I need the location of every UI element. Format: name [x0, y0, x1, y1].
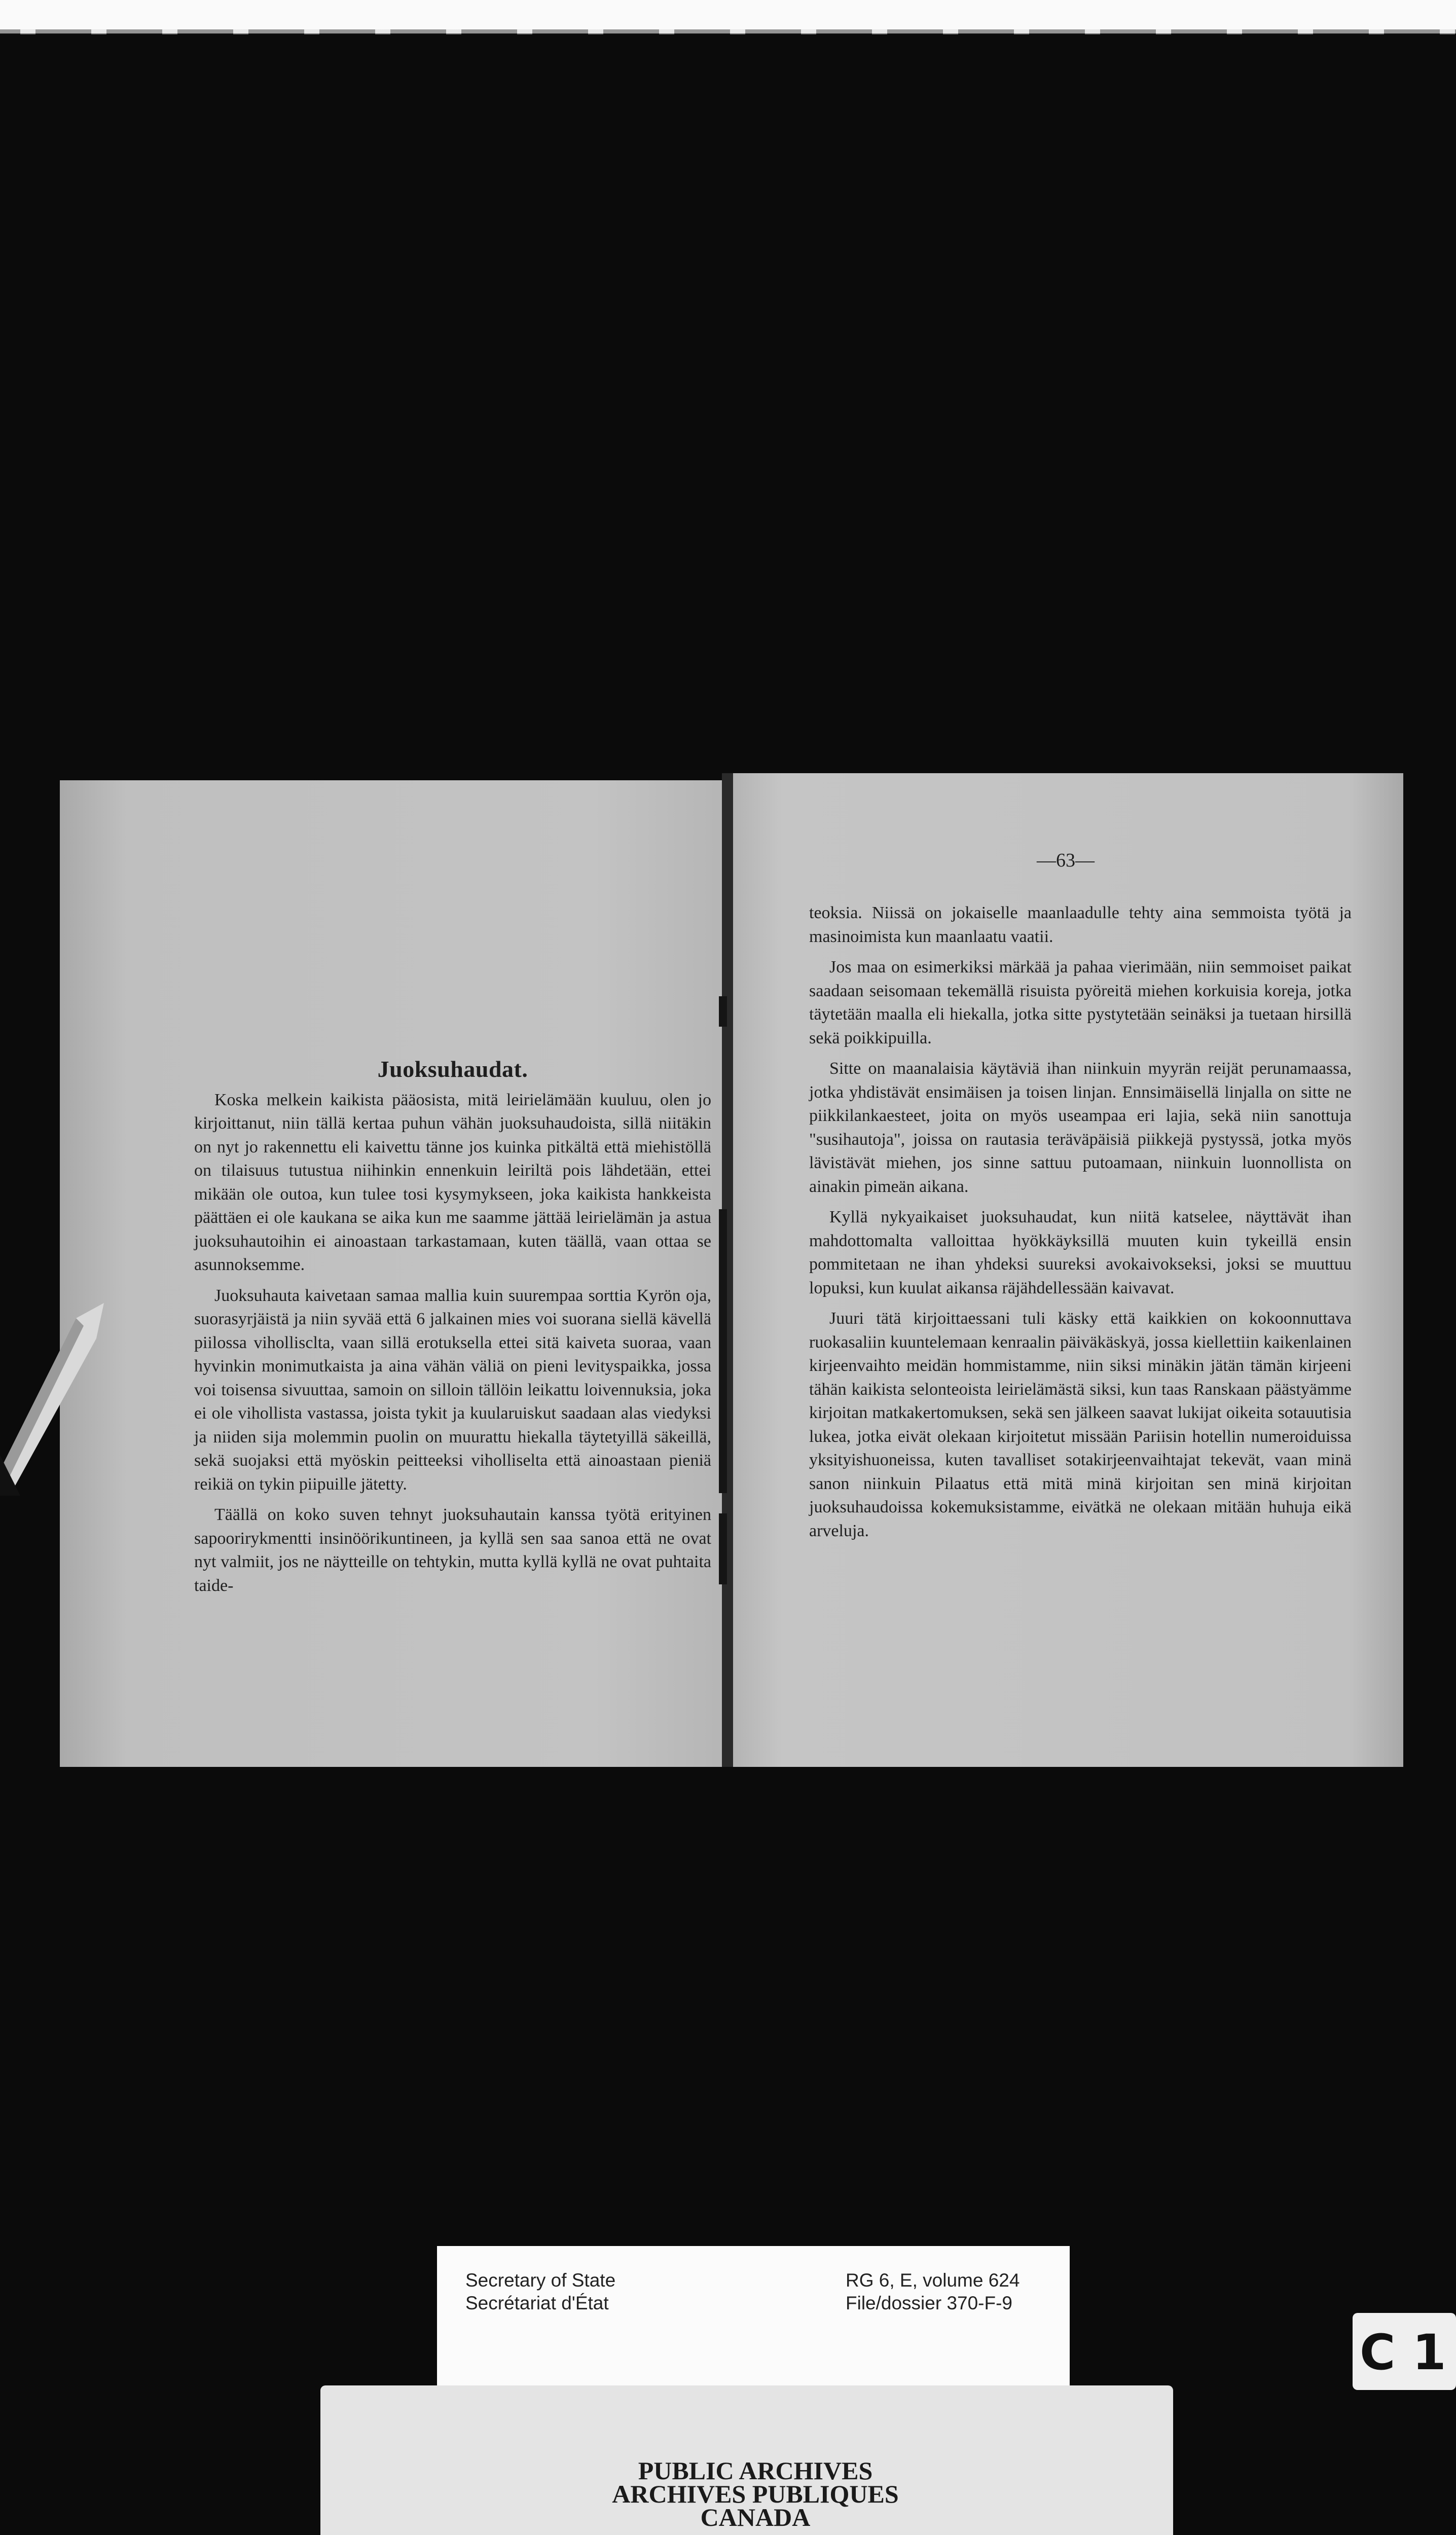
right-page [728, 773, 1403, 1767]
pen-tip-icon [0, 1303, 117, 1496]
label-org-fr: Secrétariat d'État [465, 2293, 609, 2313]
paragraph: Koska melkein kaikista pääosista, mitä leirielämään kuuluu, olen jo kirjoittanut, niin tällä kertaa puhun vähän juoksuhaudoista, sillä niitäkin on nyt jo rakennettu eli kaivettu tänne jos kuinka pitkältä että miehistöllä on tilaisuus tutustua niihinkin ennenkuin leiriltä pois lähdetään, ettei mikään ole outoa, kun tulee tosi kysymykseen, joka kaikista hankkeista päättäen ei ole kaukana se aika kun me saamme jättää leirielämän ja astua juoksuhautoihin ei ainoastaan tarkastamaan, kuten täällä, vaan ottaa se asunnoksemme. [194, 1090, 711, 1274]
paragraph: Juuri tätä kirjoittaessani tuli käsky että kaikkien on kokoonnuttava ruokasaliin kuuntelemaan kenraalin päiväkäskyä, jossa kiellettiin kaikenlainen kirjeenvaihto meidän hommistamme, niin siksi minäkin jätän tämän kirjeeni tähän kaikista selonteoista leirielämästä siksi, kun taas Ranskaan päästyämme kirjoitan matkakertomuksen, sekä sen jälkeen saavat lukijat oikeita sotauutisia lukea, jotka eivät olekaan kirjoitetut missään Pariisin hotellin numeroiduissa yksityishuoneissa, kuten tavalliset sotakirjeenvaihtajat tekevät, vaan minä sanon niinkuin Pilaatus että mitä minä kirjoitan sen minä kirjoitan juoksuhaudoissa kokemuksistamme, eivätkä ne olekaan mitään huhuja eikä arveluja. [809, 1309, 1352, 1540]
paragraph: Kyllä nykyaikaiset juoksuhaudat, kun niitä katselee, näyttävät ihan mahdottomalta valloittaa hyökkäyksillä muuten kuin tykeillä ensin pommitetaan ne ihan yhdeksi suureksi avokaivokseksi, joksi se muuttuu lopuksi, kun kuulat aikansa räjähdellessään kaivavat. [809, 1208, 1352, 1297]
archive-stamp [553, 2456, 958, 2531]
label-reference [846, 2269, 1020, 2314]
paragraph: Sitte on maanalaisia käytäviä ihan niinkuin myyrän reijät perunamaassa, jotka yhdistävät ensimäisen ja toisen linjan. Ennsimäisellä linjalla on sitte ne piikkilankaesteet, joita on myös useampaa eri lajia, sekä niin sanottuja "susihautoja", joissa on rautasia teräväpäisiä piikkejä pystyssä, jotka myös lävistävät miehen, jos sinne sattuu putoamaan, niinkuin luonnollista on ainakin pimeän aikana. [809, 1059, 1352, 1196]
label-origin [465, 2269, 615, 2314]
label-org-en: Secretary of State [465, 2270, 616, 2291]
binding-tab [719, 1513, 727, 1584]
film-mark-text: C 1 [1360, 2324, 1446, 2381]
open-book [60, 773, 1403, 1767]
label-file: File/dossier 370-F-9 [846, 2293, 1013, 2313]
chapter-title: Juoksuhaudat. [377, 1056, 528, 1082]
page-number: —63— [1037, 850, 1095, 871]
left-page [60, 780, 728, 1767]
paragraph: Juoksuhauta kaivetaan samaa mallia kuin suurempaa sorttia Kyrön oja, suorasyrjäistä ja niin syvää että 6 jalkainen mies voi suorana siellä kävellä piilossa vihollisclta, vaan sillä erotuksella ettei sitä kaiveta suoraa, vaan hyvinkin monimutkaista ja aina vähän väliä on pieni levityspaikka, jossa voi toisensa sivuuttaa, samoin on silloin tällöin leikattu loivennuksia, joka ei ole vihollista vastassa, joista tykit ja kuularuiskut saadaan alas viedyksi ja niiden sija molemmin puolin on muurattu hiekalla täytetyillä säkeillä, sekä suojaksi että myöskin peitteeksi viholliselta että ainoastaan pieniä reikiä on tykin piipuille jätetty. [194, 1286, 711, 1494]
stamp-line-3: CANADA [700, 2503, 811, 2531]
film-frame-mark [1353, 2313, 1456, 2390]
right-page-text [809, 901, 1352, 1550]
binding-tab [719, 1209, 727, 1493]
left-page-text [194, 1058, 711, 1605]
paragraph: Täällä on koko suven tehnyt juoksuhautain kanssa työtä erityinen sapoorirykmentti insinöörikuntineen, ja kyllä sen saa sanoa että ne ovat nyt valmiit, jos ne näytteille on tehtykin, mutta kyllä kyllä ne ovat puhtaita taide- [194, 1505, 711, 1595]
paragraph: Jos maa on esimerkiksi märkää ja pahaa vierimään, niin semmoiset paikat saadaan seisomaan tekemällä risuista pyöreitä miehen korkuisia koreja, jotka täytetään maalla eli hiekalla, jotka sitte pystytetään seinäksi ja tuetaan hirsillä sekä poikkipuilla. [809, 958, 1352, 1047]
label-ref: RG 6, E, volume 624 [846, 2270, 1020, 2291]
film-top-strip [0, 0, 1456, 33]
paragraph: teoksia. Niissä on jokaiselle maanlaadulle tehty aina semmoista työtä ja masinoimista kun maanlaatu vaatii. [809, 903, 1352, 946]
binding-tab [719, 996, 727, 1027]
film-top-edge [0, 29, 1456, 34]
stamp-line-1: PUBLIC ARCHIVES [638, 2456, 873, 2485]
stamp-line-2: ARCHIVES PUBLIQUES [612, 2480, 899, 2508]
